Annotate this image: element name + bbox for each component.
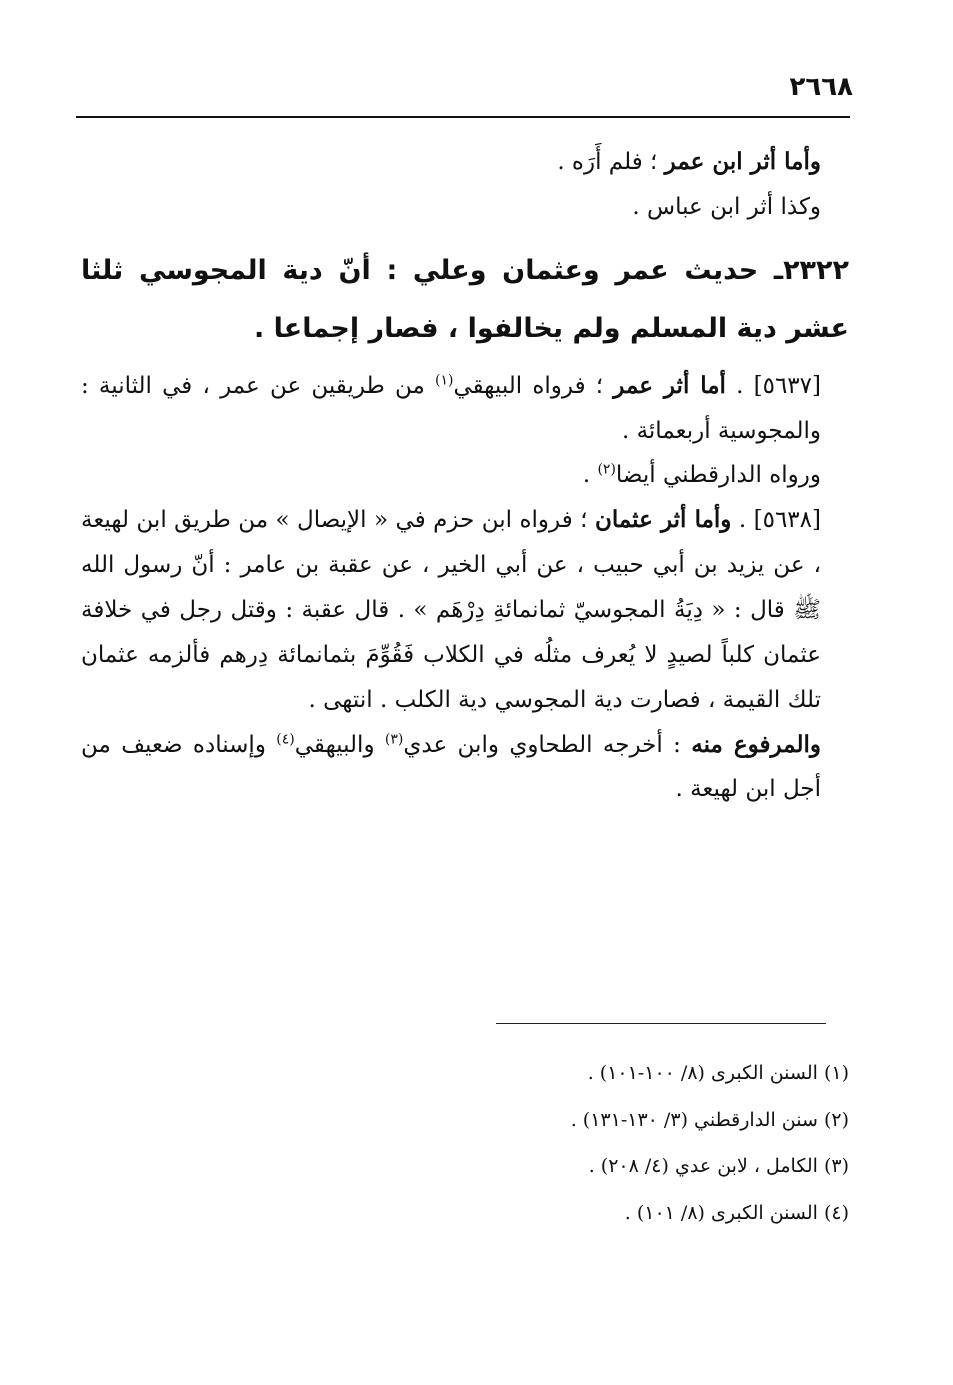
paragraph-marfu [81,723,849,813]
footnote-ref-4[interactable]: (٤) [276,730,295,747]
footnotes [249,1050,849,1236]
paragraph-ibn-abbas: وكذا أثر ابن عباس . [632,193,821,220]
hadith-heading: ٢٣٢٢ـ حديث عمر وعثمان وعلي : أنّ دية المجوسي ثلثا عشر دية المسلم ولم يخالفوا ، فصار إجماعا . [81,254,849,344]
marfu-heading: والمرفوع منه [691,730,821,758]
section-number: [٥٦٣٧] . [736,372,821,399]
marfu-text-a: : أخرجه الطحاوي وابن عدي [403,731,692,758]
footnote-4: (٤) السنن الكبرى (٨/ ١٠١) . [624,1201,849,1224]
daraqutni-text-b: . [582,462,598,489]
paragraph-5637 [81,364,849,454]
footnote-separator [496,1023,826,1024]
marfu-text-b: والبيهقي [294,731,385,758]
marfu-text-c: وإسناده ضعيف من أجل ابن لهيعة . [81,731,821,803]
footnote-ref-1[interactable]: (١) [435,372,454,389]
daraqutni-text-a: ورواه الدارقطني أيضا [615,462,821,489]
footnote-3: (٣) الكامل ، لابن عدي (٤/ ٢٠٨) . [588,1155,849,1178]
footnote-2: (٢) سنن الدارقطني (٣/ ١٣٠-١٣١) . [570,1108,849,1131]
footnote-ref-3[interactable]: (٣) [384,730,404,747]
page-number: ٢٦٦٨ [789,72,853,102]
umar-heading: أما أثر عمر [613,371,726,399]
umar-text-b: من طريقين عن عمر ، في الثانية : والمجوسية أربعمائة . [81,372,821,444]
main-text [81,140,849,812]
section-number: [٥٦٣٨] . [738,507,821,534]
paragraph-ibn-umar [81,140,849,185]
ibn-umar-heading: وأما أثر ابن عمر [664,148,821,175]
uthman-heading: وأما أثر عثمان [594,506,732,534]
footnote-ref-2[interactable]: (٢) [597,461,616,478]
paragraph-daraqutni [81,453,849,498]
umar-text-a: ؛ فرواه البيهقي [453,372,614,399]
paragraph-5638 [81,498,849,722]
uthman-text: ؛ فرواه ابن حزم في « الإيصال » من طريق ابن لهيعة ، عن يزيد بن أبي حبيب ، عن أبي الخير ، عن عقبة بن عامر : أنّ رسول الله ﷺ قال : « دِيَةُ المجوسيّ ثمانمائةِ دِرْهَم » . قال عقبة : وقتل رجل في خلافة عثمان كلباً لصيدٍ لا يُعرف مثلُه في الكلاب فَقُوِّمَ بثمانمائة دِرهم فألزمه عثمان تلك القيمة ، فصارت دية المجوسي دية الكلب . انتهى . [81,507,821,713]
footnote-1: (١) السنن الكبرى (٨/ ١٠٠-١٠١) . [587,1062,849,1084]
ibn-umar-text: ؛ فلم أَرَه . [557,149,665,175]
header-rule [76,116,850,118]
